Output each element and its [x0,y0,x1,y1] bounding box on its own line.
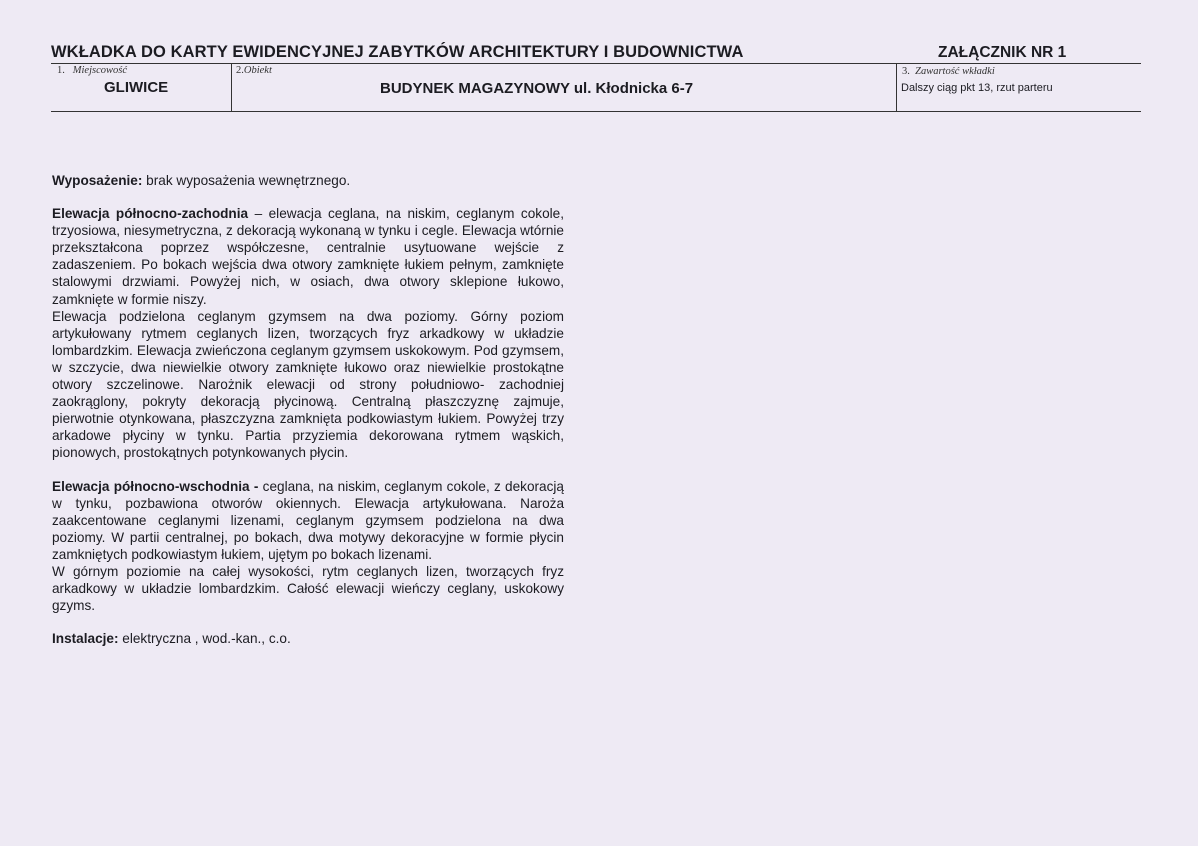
document-title: WKŁADKA DO KARTY EWIDENCYJNEJ ZABYTKÓW ARCHITEKTURY I BUDOWNICTWA [51,43,744,61]
ne-elevation-text-1: ceglana, na niskim, ceglanym cokole, z dekoracją w tynku, pozbawiona otworów okiennych. Elewacja artykułowana. Naroża zaakcentowane ceglanymi lizenami, ceglanym gzymsem podzielona na dwa poziomy. W partii centralnej, po bokach, dwa motywy dekoracyjne w formie płycin zamkniętych podkowiastym łukiem, ujętym po bokach lizenami. [52,478,564,562]
locality-label [57,65,127,76]
nw-elevation-paragraph-1 [52,205,564,308]
ne-elevation-paragraph-1 [52,478,564,563]
ne-elevation-paragraph-2: W górnym poziomie na całej wysokości, rytm ceglanych lizen, tworzących fryz arkadkowy w układzie lombardzkim. Całość elewacji wieńczy ceglany, uskokowy gzyms. [52,563,564,614]
object-number: 2. [236,65,244,76]
locality-number: 1. [57,65,65,76]
header-top-rule [51,63,1141,64]
annex-label: ZAŁĄCZNIK NR 1 [938,44,1067,61]
installations-paragraph [52,630,564,647]
object-label-text: Obiekt [243,65,272,76]
nw-elevation-paragraph-2: Elewacja podzielona ceglanym gzymsem na dwa poziomy. Górny poziom artykułowany rytmem ceglanych lizen, tworzących fryz arkadkowy w układzie lombardzkim. Elewacja zwieńczona ceglanym gzymsem uskokowym. Pod gzymsem, w szczycie, dwa niewielkie otwory zamknięte łukowo oraz niewielkie prostokątne otwory szczelinowe. Narożnik elewacji od strony południowo- zachodniej zaokrąglony, pokryty dekoracją płycinową. Centralną płaszczyznę zajmuje, pierwotnie otynkowana, płaszczyzna zamknięta podkowiastym łukiem. Powyżej trzy arkadowe płyciny w tynku. Partia przyziemia dekorowana rytmem wąskich, pionowych, prostokątnych potynkowanych płycin. [52,308,564,461]
equipment-text: brak wyposażenia wewnętrznego. [142,173,351,188]
installations-heading: Instalacje: [52,631,119,647]
nw-elevation-heading: Elewacja północno-zachodnia [52,206,249,222]
nw-elevation-text-1: – elewacja ceglana, na niskim, ceglanym cokole, trzyosiowa, niesymetryczna, z dekoracją wykonaną w tynku i cegle. Elewacja wtórnie przekształcona poprzez współczesne, centralnie usytuowane wejście z zadaszeniem. Po bokach wejścia dwa otwory zamknięte łukiem pełnym, zamknięte stalowymi drzwiami. Powyżej nich, w osiach, dwa otwory sklepione łukowo, zamknięte w formie niszy. [52,206,564,307]
installations-text: elektryczna , wod.-kan., c.o. [118,631,291,647]
locality-value: GLIWICE [104,79,169,96]
locality-label-text: Miejscowość [72,65,127,76]
header-bottom-rule [51,111,1141,112]
contents-label [902,66,995,77]
contents-label-text: Zawartość wkładki [915,66,995,77]
header-divider-2 [896,63,897,111]
header-divider-1 [231,63,232,111]
contents-value: Dalszy ciąg pkt 13, rzut parteru [901,82,1053,94]
object-label [236,65,272,76]
document-body [52,172,564,647]
ne-elevation-heading: Elewacja północno-wschodnia - [52,478,259,494]
equipment-heading: Wyposażenie: [52,173,143,188]
equipment-paragraph [52,172,564,189]
object-value: BUDYNEK MAGAZYNOWY ul. Kłodnicka 6-7 [380,80,694,97]
contents-number: 3. [902,66,910,77]
